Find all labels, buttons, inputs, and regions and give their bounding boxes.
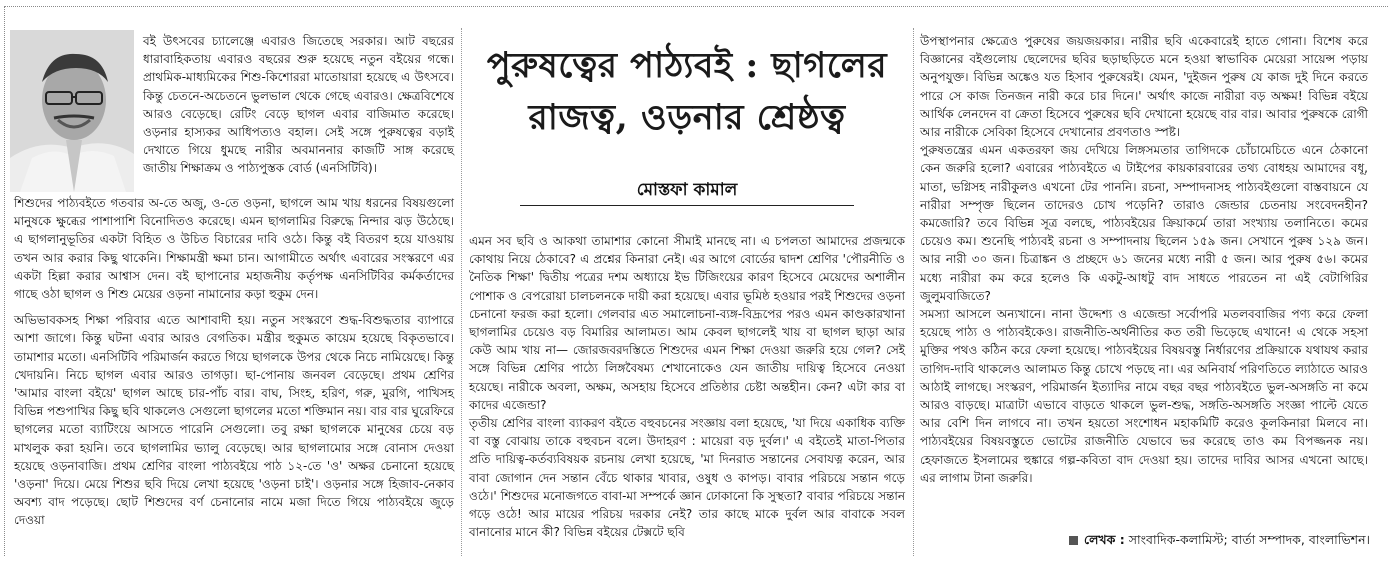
paragraph: উপস্থাপনার ক্ষেত্রেও পুরুষের জয়জয়কার। নারীর ছবি একেবারেই হাতে গোনা। বিশেষ করে বিজ্ঞানের বইগুলোয় ছেলেদের ছবির ছড়াছড়িতে মনে হওয়া স্বাভাবিক মেয়েরা সায়েন্স পড়ায় অনুপযুক্ত। বিভিন্ন অঙ্কেও যত হিসাব পুরুষেরই। যেমন, 'দুইজন পুরুষ যে কাজ দুই দিনে করতে পারে সে কাজ তিনজন নারী করে চার দিনে।' অর্থাৎ কাজে নারীরা বড় অক্ষম! বিভিন্ন বইয়ে আর্থিক লেনদেন বা ক্রেতা হিসেবে পুরুষের ছবি দেখানো হয়েছে বার বার। আবার পুরুষকে রোগী আর নারীকে সেবিকা হিসেবে দেখানোর প্রবণতাও স্পষ্ট।: [920, 34, 1368, 140]
headline-line-2: রাজত্ব, ওড়নার শ্রেষ্ঠত্ব: [528, 97, 846, 138]
paragraph: শিশুদের পাঠ্যবইতে গতবার অ-তে অজু, ও-তে ওড়না, ছাগলে আম খায় ধরনের বিষয়গুলো মানুষকে ক্ষুব্ধের পাশাপাশি বিনোদিতও করেছে। এমন ছাগলামির বিরুদ্ধে নিন্দার ঝড় উঠেছে। এ ছাগলানুভূতির একটা বিহিত ও উচিত বিচারের দাবি ওঠে। কিন্তু বই বিতরণ হয়ে যাওয়ায় তখন আর করার কিছু থাকেনি। শিক্ষামন্ত্রী ক্ষমা চান। আগামীতে অর্থাৎ এবারের সংস্করণে এর একটা হিল্লা করার আশ্বাস দেন। বই ছাপানোর মহাজনীয় কর্তৃপক্ষ এনসিটিবির কর্মকর্তাদের গাছে ওঠা ছাগল ও শিশু মেয়ের ওড়না নামানোর কড়া হুকুম দেন।: [14, 196, 454, 302]
top-dotted-border: [4, 6, 1388, 7]
paragraph: তৃতীয় শ্রেণির বাংলা ব্যাকরণ বইতে বহুবচনের সংজ্ঞায় বলা হয়েছে, 'যা দিয়ে একাধিক ব্যক্তি বা বস্তু বোঝায় তাকে বহুবচন বলে। উদাহরণ : মায়েরা বড় দুর্বল।' এ বইতেই মাতা-পিতার প্রতি দায়িত্ব-কর্তব্যবিষয়ক রচনায় লেখা হয়েছে, 'মা দিনরাত সন্তানের সেবাযত্ন করেন, আর বাবা জোগান দেন সন্তান বেঁচে থাকার খাবার, ওষুধ ও কাপড়। বাবার পরিচয়ে সন্তান গড়ে ওঠে।' শিশুদের মনোজগতে বাবা-মা সম্পর্কে জ্ঞান ঢোকানো কি সুস্থতা? বাবার পরিচয়ে সন্তান গড়ে ওঠে! আর মায়ের পরিচয় দরকার নেই? তার কাছে মাকে দুর্বল আর বাবাকে সবল বানানোর মানে কী? বিভিন্ন বইয়ের টেক্সটে ছবি: [469, 416, 905, 540]
article-column-2: [469, 232, 905, 541]
left-dotted-border: [4, 6, 5, 556]
column-divider: [913, 28, 914, 556]
paragraph: এমন সব ছবি ও আকথা তামাশার কোনো সীমাই মানছে না। এ চপলতা আমাদের প্রজন্মকে কোথায় নিয়ে ঠেকাবে? এ প্রশ্নের কিনারা নেই। এর আগে বোর্ডের দ্বাদশ শ্রেণির 'পৌরনীতি ও নৈতিক শিক্ষা' দ্বিতীয় পত্রের দশম অধ্যায়ে ইভ টিজিংয়ের কারণ হিসেবে মেয়েদের অশালীন পোশাক ও বেপরোয়া চালচলনকে দায়ী করা হয়েছে। এবার ভূমিষ্ঠ হওয়ার পরই শিশুদের ওড়না চেনানো ফরজ করা হলো। গেলবার এত সমালোচনা-ব্যঙ্গ-বিদ্রূপের পরও এমন কাণ্ডকারখানা ছাগলামির চেয়েও বড় বিমারির আলামত। আম কেবল ছাগলেই খায় বা ছাগল ছাড়া আর কেউ আম খায় না— জোরজবরদস্তিতে শিশুদের এমন শিক্ষা দেওয়া জরুরি হয়ে গেল? সেই সঙ্গে বিভিন্ন শ্রেণির পাঠ্যে লিঙ্গবৈষম্য শেখানোকেও যেন জাতীয় দায়িত্ব হিসেবে নেওয়া হয়েছে। নারীকে অবলা, অক্ষম, অসহায় হিসেবে প্রতিষ্ঠার চেষ্টা অন্তহীন। কেন? এটা কার বা কাদের এজেন্ডা?: [469, 234, 905, 412]
article-intro: বই উৎসবের চ্যালেঞ্জে এবারও জিতেছে সরকার। আট বছরের ধারাবাহিকতায় এবারও বছরের শুরু হয়েছে নতুন বইয়ের গন্ধে। প্রাথমিক-মাধ্যমিকের শিশু-কিশোররা মাতোয়ারা হয়েছে এ উৎসবে। কিন্তু চেতনে-অচেতনে ভুলভাল থেকে গেছে এবারও। ক্ষেত্রবিশেষে আরও বেড়েছে। রেটিং বেড়ে ছাগল এবার বাজিমাত করেছে। ওড়নার হাস্যকর আধিপত্যও বহাল। সেই সঙ্গে পুরুষত্বের বড়াই দেখাতে গিয়ে ধুমছে নারীর অবমাননার কাজটি সাঙ্গ করেছে জাতীয় শিক্ষাক্রম ও পাঠ্যপুস্তক বোর্ড (এনসিটিবি)।: [143, 34, 454, 176]
headline-line-1: পুরুষত্বের পাঠ্যবই : ছাগলের: [486, 45, 888, 86]
paragraph: অভিভাবকসহ শিক্ষা পরিবার এতে আশাবাদী হয়। নতুন সংস্করণে শুদ্ধ-বিশুদ্ধতার ব্যাপারে আশা জাগে। কিন্তু ঘটনা এবার আরও বেগতিক। মন্ত্রীর হুকুমত কায়েম হয়েছে বিকৃতভাবে। তামাশার মতো। এনসিটিবি পরিমার্জন করতে গিয়ে ছাগলকে উপর থেকে নিচে নামিয়েছে। কিন্তু খেদায়নি। নিচে ছাগল এবার আরও তাগড়া। ছা-পোনায় জনবল বেড়েছে। প্রথম শ্রেণির 'আমার বাংলা বইয়ে' ছাগল আছে চার-পাঁচ বার। বাঘ, সিংহ, হরিণ, গরু, মুরগি, পাখিসহ বিভিন্ন পশুপাখির কিছু ছবি থাকলেও সেগুলো ছাগলের মতো শক্তিমান নয়। বার বার ঘুরেফিরে ছাগলের মতো ব্যাটিংয়ে আসতে পারেনি সেগুলো। তবু রক্ষা ছাগলকে মানুষের চেয়ে বড় মাখলুক করা হয়নি। তবে ছাগলামির ভ্যালু বেড়েছে। আর ছাগলামোর সঙ্গে বোনাস দেওয়া হয়েছে ওড়নাবাজি। প্রথম শ্রেণির বাংলা পাঠ্যবইয়ে পাঠ ১২-তে 'ও' অক্ষর চেনানো হয়েছে 'ওড়না' দিয়ে। মেয়ে শিশুর ছবি দিয়ে লেখা হয়েছে 'ওড়না চাই'। ওড়নার সঙ্গে হিজাব-নেকাব অবশ্য বাদ পড়েছে। ছোট শিশুদের বর্ণ চেনানোর নামে মজা দিতে গিয়ে পাঠ্যবইয়ে জুড়ে দেওয়া: [14, 313, 454, 528]
author-note: [1040, 531, 1370, 549]
article-headline: [469, 40, 905, 144]
byline-rule: [520, 205, 854, 206]
author-byline: মোস্তফা কামাল: [636, 180, 738, 200]
author-photo: [10, 30, 134, 192]
author-note-label: লেখক :: [1084, 532, 1125, 547]
column-divider: [461, 28, 462, 556]
square-bullet-icon: [1069, 536, 1078, 545]
article-column-1: [14, 194, 454, 530]
author-note-text: সাংবাদিক-কলামিস্ট; বার্তা সম্পাদক, বাংলাভিশন।: [1128, 532, 1370, 547]
paragraph: সমস্যা আসলে অন্যখানে। নানা উদ্দেশ্য ও এজেন্ডা সর্বোপরি মতলববাজির পণ্য করে ফেলা হয়েছে পাঠ্য ও পাঠ্যবইকেও। রাজনীতি-অর্থনীতির কত তরী ভিড়েছে এখানে! এ থেকে সহসা মুক্তির পথও কঠিন করে ফেলা হয়েছে। পাঠ্যবইয়ের বিষয়বস্তু নির্ধারণের প্রক্রিয়াকে যথাযথ করার তাগিদ-দাবি থাকলেও আলামত কিন্তু চোখে পড়ছে না। এর অনিবার্য পরিণতিতে ল্যাঠাতে আরও আঠাই লাগছে। সংস্করণ, পরিমার্জন ইত্যাদির নামে বছর বছর পাঠ্যবইতে ভুল-অসঙ্গতি না কমে আরও বাড়ছে। মাত্রাটা এভাবে বাড়তে থাকলে ভুল-শুদ্ধ, সঙ্গতি-অসঙ্গতি সংজ্ঞা পাল্টে যেতে আর বেশি দিন লাগবে না। তখন হয়তো সংশোধন মহাকমিটি করেও কূলকিনারা মিলবে না। পাঠ্যবইয়ের বিষয়বস্তুতে ভোটের রাজনীতি যেভাবে ভর করেছে তাও কম বিপজ্জনক নয়। হেফাজতে ইসলামের হুঙ্কারে গল্প-কবিতা বাদ দেওয়া হয়। তাদের দাবির আসর এখনো আছে। এর লাগাম টানা জরুরি।: [920, 307, 1368, 485]
paragraph: পুরুষতন্ত্রের এমন একতরফা জয় দেখিয়ে লিঙ্গসমতার তাগিদকে চোঁচামেচিতে এনে ঠেকানো কেন জরুরি হলো? এবারের পাঠ্যবইতে এ টাইপের কায়কারবারের তথ্য বোধহয় আমাদের বধূ, মাতা, ভগ্নিসহ নারীকুলও এখনো টের পাননি। রচনা, সম্পাদনাসহ পাঠ্যবইগুলো বাস্তবায়নে যে নারীরা সম্পৃক্ত ছিলেন তাদেরও চোখ পড়েনি? তারাও জেন্ডার চেতনায় সংবেদনহীন? কমজোরি? তবে বিভিন্ন সূত্র বলছে, পাঠ্যবইয়ের ক্রিয়াকর্মে তারা সংখ্যায় তলানিতে। কমের চেয়েও কম। শুনেছি পাঠ্যবই রচনা ও সম্পাদনায় ছিলেন ১৫৯ জন। সেখানে পুরুষ ১২৯ জন। আর নারী ৩০ জন। চিত্রাঙ্কন ও প্রচ্ছদে ৬১ জনের মধ্যে নারী ৫ জন। আর পুরুষ ৫৬। কমের মধ্যে নারীরা কম করে হলেও কি একটু-আধটু বাদ সাধতে পারতেন না এই বেটাগিরির জুলুমবাজিতে?: [920, 143, 1368, 303]
article-column-3: [920, 32, 1368, 487]
